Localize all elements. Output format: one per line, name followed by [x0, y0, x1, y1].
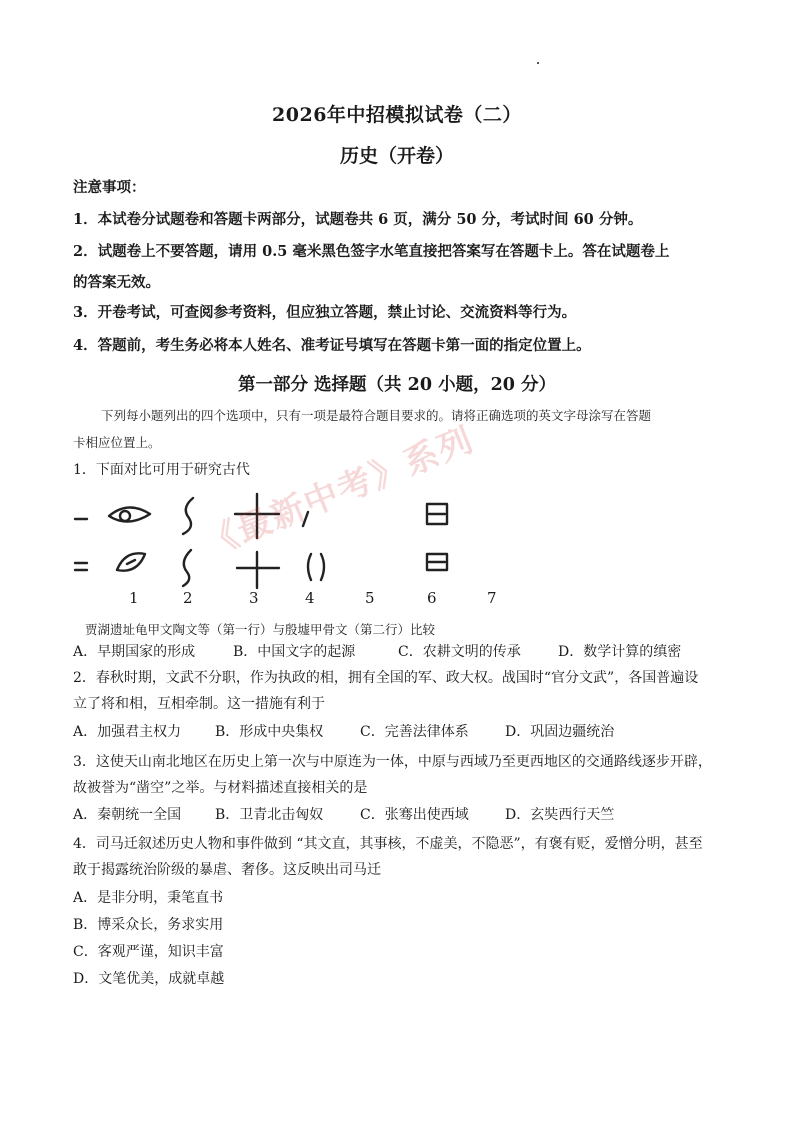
- notice-item: 3．开卷考试，可查阅参考资料，但应独立答题，禁止讨论、交流资料等行为。: [73, 304, 577, 321]
- question-stem: 立了将和相，互相牵制。这一措施有利于: [73, 696, 325, 712]
- exam-subtitle: 历史（开卷）: [339, 145, 454, 167]
- question-stem: 敢于揭露统治阶级的暴虐、奢侈。这反映出司马迁: [73, 862, 381, 878]
- option-b: B．卫青北击匈奴: [215, 807, 324, 823]
- figure-number: 6: [427, 589, 437, 607]
- section-instructions: 下列每小题列出的四个选项中，只有一项是最符合题目要求的。请将正确选项的英文字母涂写在答题: [101, 408, 652, 423]
- option-d: D．文笔优美，成就卓越: [73, 971, 225, 987]
- option-c: C．完善法律体系: [360, 724, 469, 740]
- option-d: D．数学计算的缜密: [558, 644, 682, 660]
- glyph-stroke: [303, 512, 308, 526]
- top-dot: [537, 62, 539, 64]
- question-stem: 2．春秋时期，文武不分职，作为执政的相，拥有全国的军、政大权。战国时“官分文武”，各国普遍设: [73, 670, 699, 686]
- script-glyphs: [65, 490, 505, 610]
- script-comparison-figure: [65, 490, 505, 610]
- option-c: C．农耕文明的传承: [398, 644, 521, 660]
- option-a: A．加强君主权力: [73, 724, 182, 740]
- watermark-text: 《最新中考》系列: [197, 419, 481, 565]
- option-b: B．中国文字的起源: [233, 644, 356, 660]
- figure-number: 3: [249, 589, 259, 607]
- glyph-s-2: [183, 550, 191, 586]
- glyph-two: [75, 563, 87, 570]
- notice-item: 1．本试卷分试题卷和答题卡两部分，试题卷共 6 页，满分 50 分，考试时间 60 分钟。: [73, 211, 643, 228]
- option-c: C．客观严谨，知识丰富: [73, 944, 224, 960]
- option-a: A．早期国家的形成: [73, 644, 196, 660]
- notice-heading: 注意事项：: [73, 179, 146, 196]
- question-stem: 4．司马迁叙述历史人物和事件做到 “其文直，其事核，不虚美，不隐恶”，有褒有贬，爱憎分明，甚至: [73, 836, 703, 852]
- figure-number: 7: [487, 589, 497, 607]
- question-stem: 3．这使天山南北地区在历史上第一次与中原连为一体，中原与西域乃至更西地区的交通路线逐步开辟，: [73, 754, 712, 770]
- notice-item: 的答案无效。: [73, 274, 160, 291]
- option-b: B．形成中央集权: [215, 724, 324, 740]
- exam-title: 2026年中招模拟试卷（二）: [272, 104, 522, 126]
- figure-number: 5: [365, 589, 375, 607]
- figure-number: 1: [129, 589, 139, 607]
- option-a: A．秦朝统一全国: [73, 807, 182, 823]
- option-d: D．巩固边疆统治: [505, 724, 615, 740]
- figure-number: 4: [305, 589, 315, 607]
- option-d: D．玄奘西行天竺: [505, 807, 615, 823]
- question-stem: 故被誉为“凿空”之举。与材料描述直接相关的是: [73, 780, 368, 796]
- glyph-s: [183, 498, 193, 534]
- question-stem: 1．下面对比可用于研究古代: [73, 462, 250, 478]
- figure-caption: 贾湖遗址龟甲文陶文等（第一行）与殷墟甲骨文（第二行）比较: [85, 622, 436, 637]
- option-b: B．博采众长，务求实用: [73, 917, 224, 933]
- section-title: 第一部分 选择题（共 20 小题，20 分）: [237, 375, 557, 395]
- option-c: C．张骞出使西域: [360, 807, 469, 823]
- notice-item: 4．答题前，考生务必将本人姓名、准考证号填写在答题卡第一面的指定位置上。: [73, 337, 591, 354]
- figure-number: 2: [183, 589, 193, 607]
- glyph-cross: [235, 494, 279, 538]
- glyph-cross-2: [237, 552, 279, 588]
- notice-item: 2．试题卷上不要答题，请用 0.5 毫米黑色签字水笔直接把答案写在答题卡上。答在试题卷上: [73, 243, 670, 260]
- option-a: A．是非分明，秉笔直书: [73, 890, 224, 906]
- glyph-parens: [308, 554, 324, 580]
- section-instructions: 卡相应位置上。: [73, 435, 161, 450]
